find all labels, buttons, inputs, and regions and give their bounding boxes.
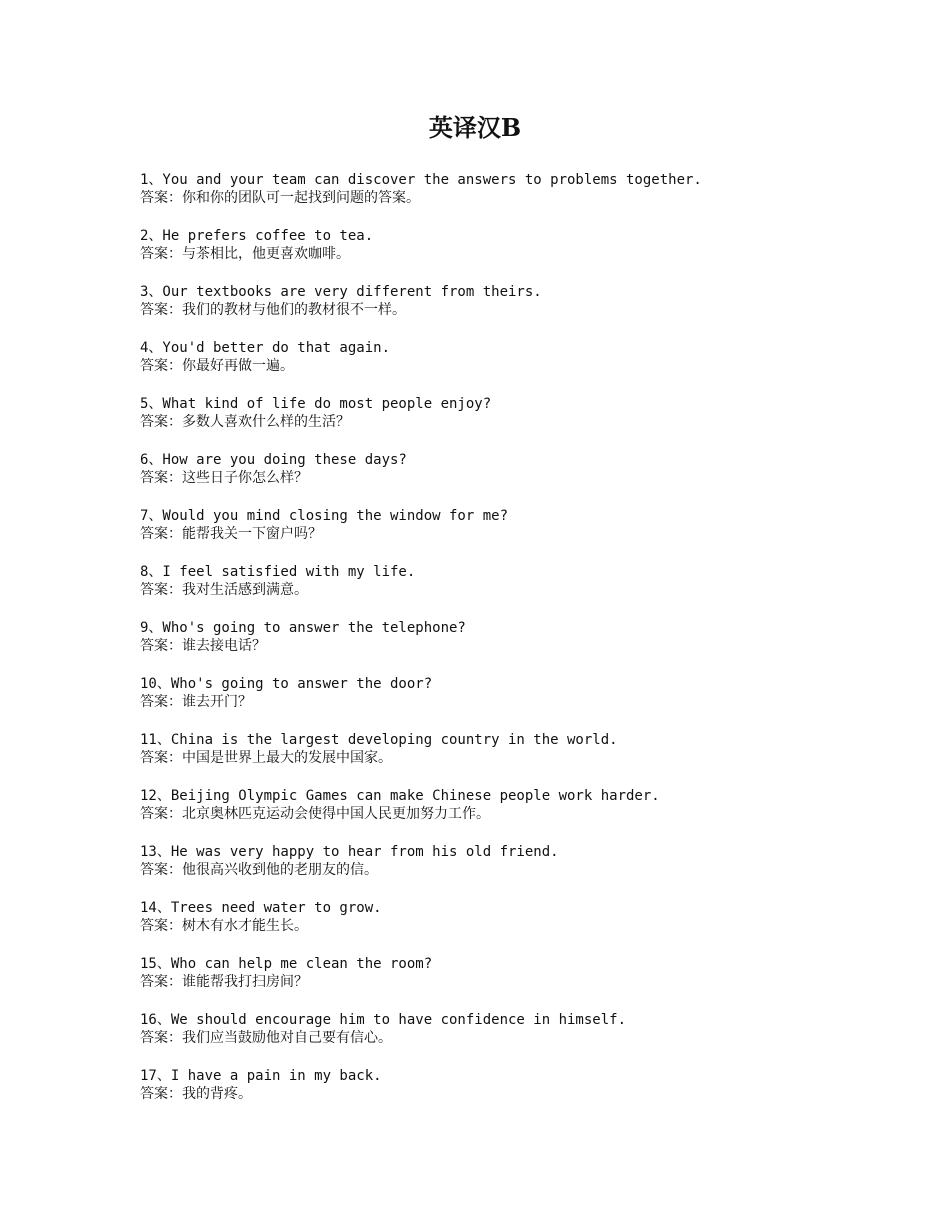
answer-text: 答案：北京奥林匹克运动会使得中国人民更加努力工作。 xyxy=(140,806,490,822)
list-item xyxy=(140,675,920,731)
answer-text: 答案：我的背疼。 xyxy=(140,1086,252,1102)
list-item xyxy=(140,451,920,507)
answer-text: 答案：中国是世界上最大的发展中国家。 xyxy=(140,750,392,766)
question-text: 1、You and your team can discover the answers to problems together. xyxy=(140,172,702,188)
question-text: 12、Beijing Olympic Games can make Chinese people work harder. xyxy=(140,788,660,804)
question-text: 10、Who's going to answer the door? xyxy=(140,676,433,692)
list-item xyxy=(140,1011,920,1067)
list-item xyxy=(140,843,920,899)
question-text: 8、I feel satisfied with my life. xyxy=(140,564,416,580)
question-text: 11、China is the largest developing country in the world. xyxy=(140,732,618,748)
answer-text: 答案：能帮我关一下窗户吗？ xyxy=(140,526,322,542)
question-text: 2、He prefers coffee to tea. xyxy=(140,228,374,244)
answer-text: 答案：你和你的团队可一起找到问题的答案。 xyxy=(140,190,420,206)
question-text: 16、We should encourage him to have confidence in himself. xyxy=(140,1012,627,1028)
question-text: 13、He was very happy to hear from his old friend. xyxy=(140,844,559,860)
list-item xyxy=(140,955,920,1011)
list-item xyxy=(140,171,920,227)
answer-text: 答案：多数人喜欢什么样的生活？ xyxy=(140,414,350,430)
list-item xyxy=(140,339,920,395)
answer-text: 答案：他很高兴收到他的老朋友的信。 xyxy=(140,862,378,878)
list-item xyxy=(140,1067,920,1123)
answer-text: 答案：谁去接电话？ xyxy=(140,638,266,654)
question-text: 3、Our textbooks are very different from theirs. xyxy=(140,284,542,300)
answer-text: 答案：这些日子你怎么样？ xyxy=(140,470,308,486)
question-list xyxy=(140,171,920,1123)
answer-text: 答案：谁能帮我打扫房间？ xyxy=(140,974,308,990)
question-text: 5、What kind of life do most people enjoy? xyxy=(140,396,492,412)
answer-text: 答案：我们的教材与他们的教材很不一样。 xyxy=(140,302,406,318)
list-item xyxy=(140,395,920,451)
answer-text: 答案：树木有水才能生长。 xyxy=(140,918,308,934)
list-item xyxy=(140,507,920,563)
answer-text: 答案：我对生活感到满意。 xyxy=(140,582,308,598)
list-item xyxy=(140,283,920,339)
question-text: 9、Who's going to answer the telephone? xyxy=(140,620,466,636)
answer-text: 答案：你最好再做一遍。 xyxy=(140,358,294,374)
question-text: 14、Trees need water to grow. xyxy=(140,900,382,916)
answer-text: 答案：与茶相比，他更喜欢咖啡。 xyxy=(140,246,350,262)
question-text: 4、You'd better do that again. xyxy=(140,340,391,356)
list-item xyxy=(140,787,920,843)
question-text: 7、Would you mind closing the window for me? xyxy=(140,508,509,524)
answer-text: 答案：谁去开门？ xyxy=(140,694,252,710)
page-title: 英译汉B xyxy=(428,113,522,142)
list-item xyxy=(140,731,920,787)
question-text: 6、How are you doing these days? xyxy=(140,452,407,468)
question-text: 17、I have a pain in my back. xyxy=(140,1068,382,1084)
list-item xyxy=(140,563,920,619)
answer-text: 答案：我们应当鼓励他对自己要有信心。 xyxy=(140,1030,392,1046)
question-text: 15、Who can help me clean the room? xyxy=(140,956,433,972)
list-item xyxy=(140,227,920,283)
list-item xyxy=(140,899,920,955)
list-item xyxy=(140,619,920,675)
